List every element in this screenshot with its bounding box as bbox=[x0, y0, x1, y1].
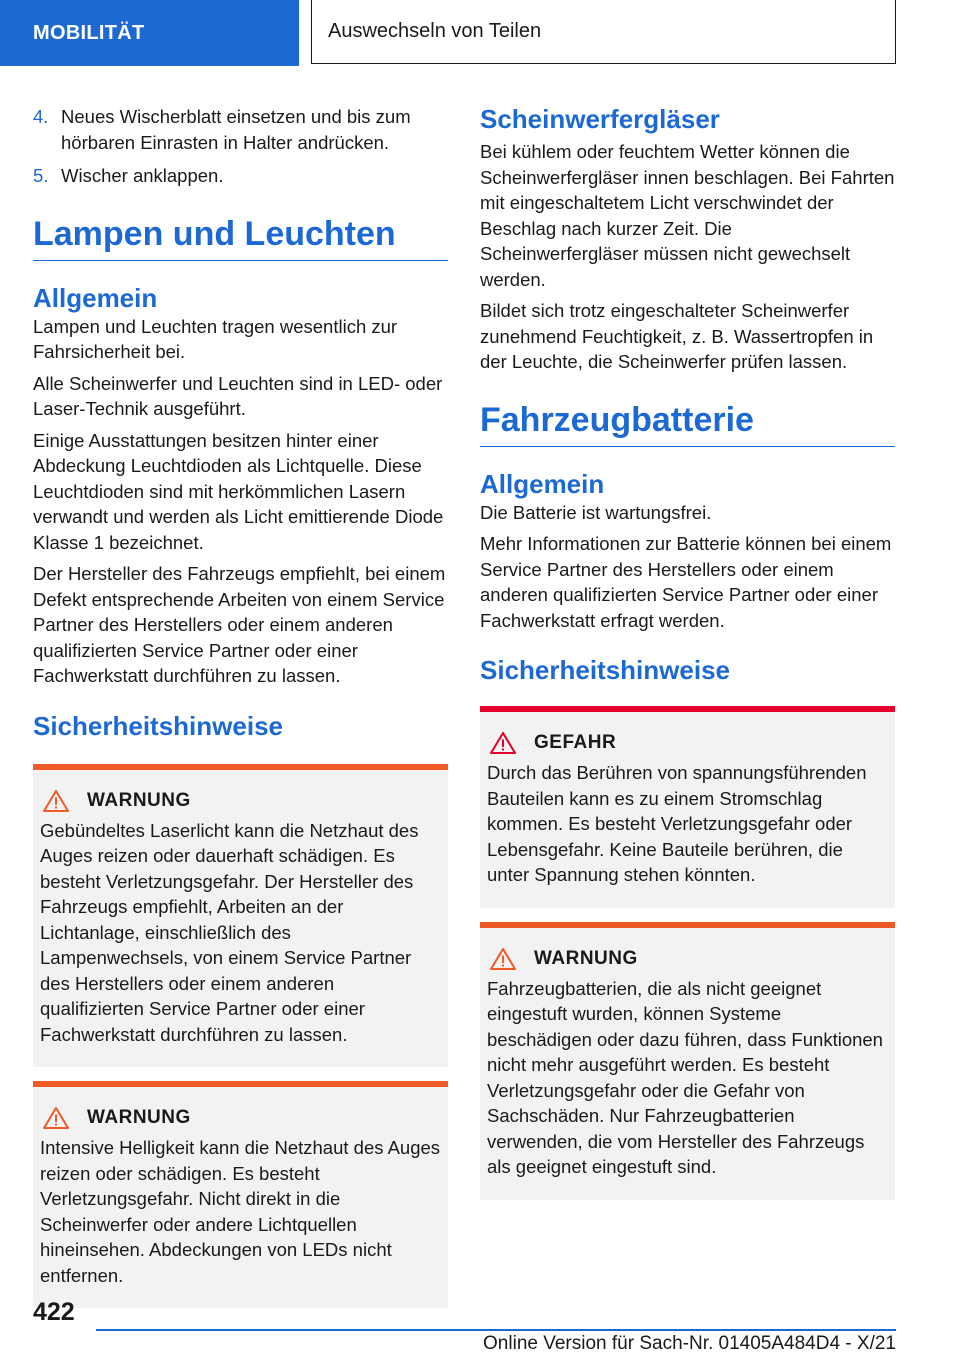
warning-header bbox=[40, 1107, 441, 1129]
danger-triangle-icon bbox=[490, 732, 516, 754]
heading-headlight-glass: Scheinwerfergläser bbox=[480, 104, 720, 134]
warning-label: WARNUNG bbox=[534, 947, 638, 969]
list-item bbox=[33, 104, 448, 155]
warning-header bbox=[40, 790, 441, 812]
paragraph: Lampen und Leuchten tragen wesentlich zur Fahrsicherheit bei. bbox=[33, 315, 398, 362]
paragraph: Bei kühlem oder feuchtem Wetter können die Scheinwerfergläser innen beschlagen. Bei Fahrten mit eingeschaltetem Licht verschwindet der Beschlag nach kurzer Zeit. Die Scheinwerfergläser müssen nicht gewechselt werden. bbox=[480, 141, 895, 290]
left-column bbox=[33, 104, 448, 1308]
warning-label: WARNUNG bbox=[87, 1107, 191, 1128]
warning-text: Fahrzeugbatterien, die als nicht geeignet eingestuft wurden, können Systeme beschädigen oder dazu führen, dass Funktionen nicht mehr ausgeführt werden. Es besteht Verletzungsgefahr oder die Gefahr von Sachschäden. Nur Fahrzeugbatterien verwenden, die vom Hersteller des Fahrzeugs als geeignet eingestuft sind. bbox=[487, 977, 883, 1177]
step-number: 4. bbox=[33, 106, 49, 127]
heading-safety: Sicherheitshinweise bbox=[33, 710, 283, 741]
heading-safety: Sicherheitshinweise bbox=[480, 655, 730, 685]
paragraph: Der Hersteller des Fahrzeugs empfiehlt, bei einem Defekt entsprechende Arbeiten von einem Service Partner des Herstellers oder einem anderen qualifizierten Service Partner oder einer Fachwerkstatt durchführen zu lassen. bbox=[33, 563, 446, 686]
danger-box bbox=[480, 706, 895, 908]
heading-general: Allgemein bbox=[480, 468, 605, 499]
warning-text: Gebündeltes Laserlicht kann die Netzhaut des Auges reizen oder dauerhaft schädigen. Es besteht Verletzungsgefahr. Der Hersteller des Fahrzeugs empfiehlt, Arbeiten an der Lichtanlage, einschließlich des Lampenwechsels, von einem Service Partner des Herstellers oder einem anderen qualifizierten Service Partner oder einer Fachwerkstatt durchführen zu lassen. bbox=[40, 819, 419, 1045]
heading-lamps: Lampen und Leuchten bbox=[33, 215, 448, 261]
footer-divider bbox=[96, 1329, 896, 1331]
warning-triangle-icon bbox=[43, 790, 69, 812]
online-version-note: Online Version für Sach-Nr. 01405A484D4 - X/21 bbox=[483, 1333, 896, 1354]
warning-triangle-icon bbox=[43, 1107, 69, 1129]
page-header bbox=[0, 0, 960, 66]
warning-label: WARNUNG bbox=[87, 789, 191, 811]
paragraph: Einige Ausstattungen besitzen hinter einer Abdeckung Leuchtdioden als Lichtquelle. Diese Leuchtdioden sind mit herkömmlichen Lasern verwandt und werden als Licht emittierende Diode Klasse 1 bezeichnet. bbox=[33, 429, 444, 553]
step-text: Neues Wischerblatt einsetzen und bis zum hörbaren Einrasten in Halter andrücken. bbox=[61, 106, 411, 153]
warning-box bbox=[33, 764, 448, 1068]
list-item bbox=[33, 163, 448, 189]
page-number: 422 bbox=[33, 1298, 75, 1326]
paragraph: Alle Scheinwerfer und Leuchten sind in LED- oder Laser-Technik ausgeführt. bbox=[33, 372, 443, 419]
paragraph: Die Batterie ist wartungsfrei. bbox=[480, 501, 712, 523]
warning-box bbox=[480, 922, 895, 1200]
right-column bbox=[480, 104, 895, 1200]
paragraph: Mehr Informationen zur Batterie können bei einem Service Partner des Herstellers oder einem anderen qualifizierten Service Partner oder einer Fachwerkstatt erfragt werden. bbox=[480, 533, 892, 631]
danger-label: GEFAHR bbox=[534, 732, 617, 753]
section-tab[interactable]: MOBILITÄT bbox=[0, 0, 299, 66]
heading-general: Allgemein bbox=[33, 282, 158, 313]
warning-box bbox=[33, 1081, 448, 1308]
step-number: 5. bbox=[33, 165, 49, 186]
step-text: Wischer anklappen. bbox=[61, 165, 224, 186]
danger-header bbox=[487, 732, 888, 754]
heading-battery: Fahrzeugbatterie bbox=[480, 401, 895, 447]
danger-text: Durch das Berühren von spannungsführenden Bauteilen kann es zu einem Stromschlag kommen. Es besteht Verletzungsgefahr oder Lebensgefahr. Keine Bauteile berühren, die unter Spannung stehen könnten. bbox=[487, 762, 867, 885]
warning-triangle-icon bbox=[490, 948, 516, 970]
warning-text: Intensive Helligkeit kann die Netzhaut des Auges reizen oder schädigen. Es besteht Verletzungsgefahr. Nicht direkt in die Scheinwerfer oder andere Lichtquellen hineinsehen. Abdeckungen von LEDs nicht entfernen. bbox=[40, 1137, 441, 1286]
warning-header bbox=[487, 948, 888, 970]
paragraph: Bildet sich trotz eingeschalteter Scheinwerfer zunehmend Feuchtigkeit, z. B. Wassertropfen in der Leuchte, die Scheinwerfer prüfen lassen. bbox=[480, 300, 874, 372]
chapter-title: Auswechseln von Teilen bbox=[311, 0, 896, 64]
